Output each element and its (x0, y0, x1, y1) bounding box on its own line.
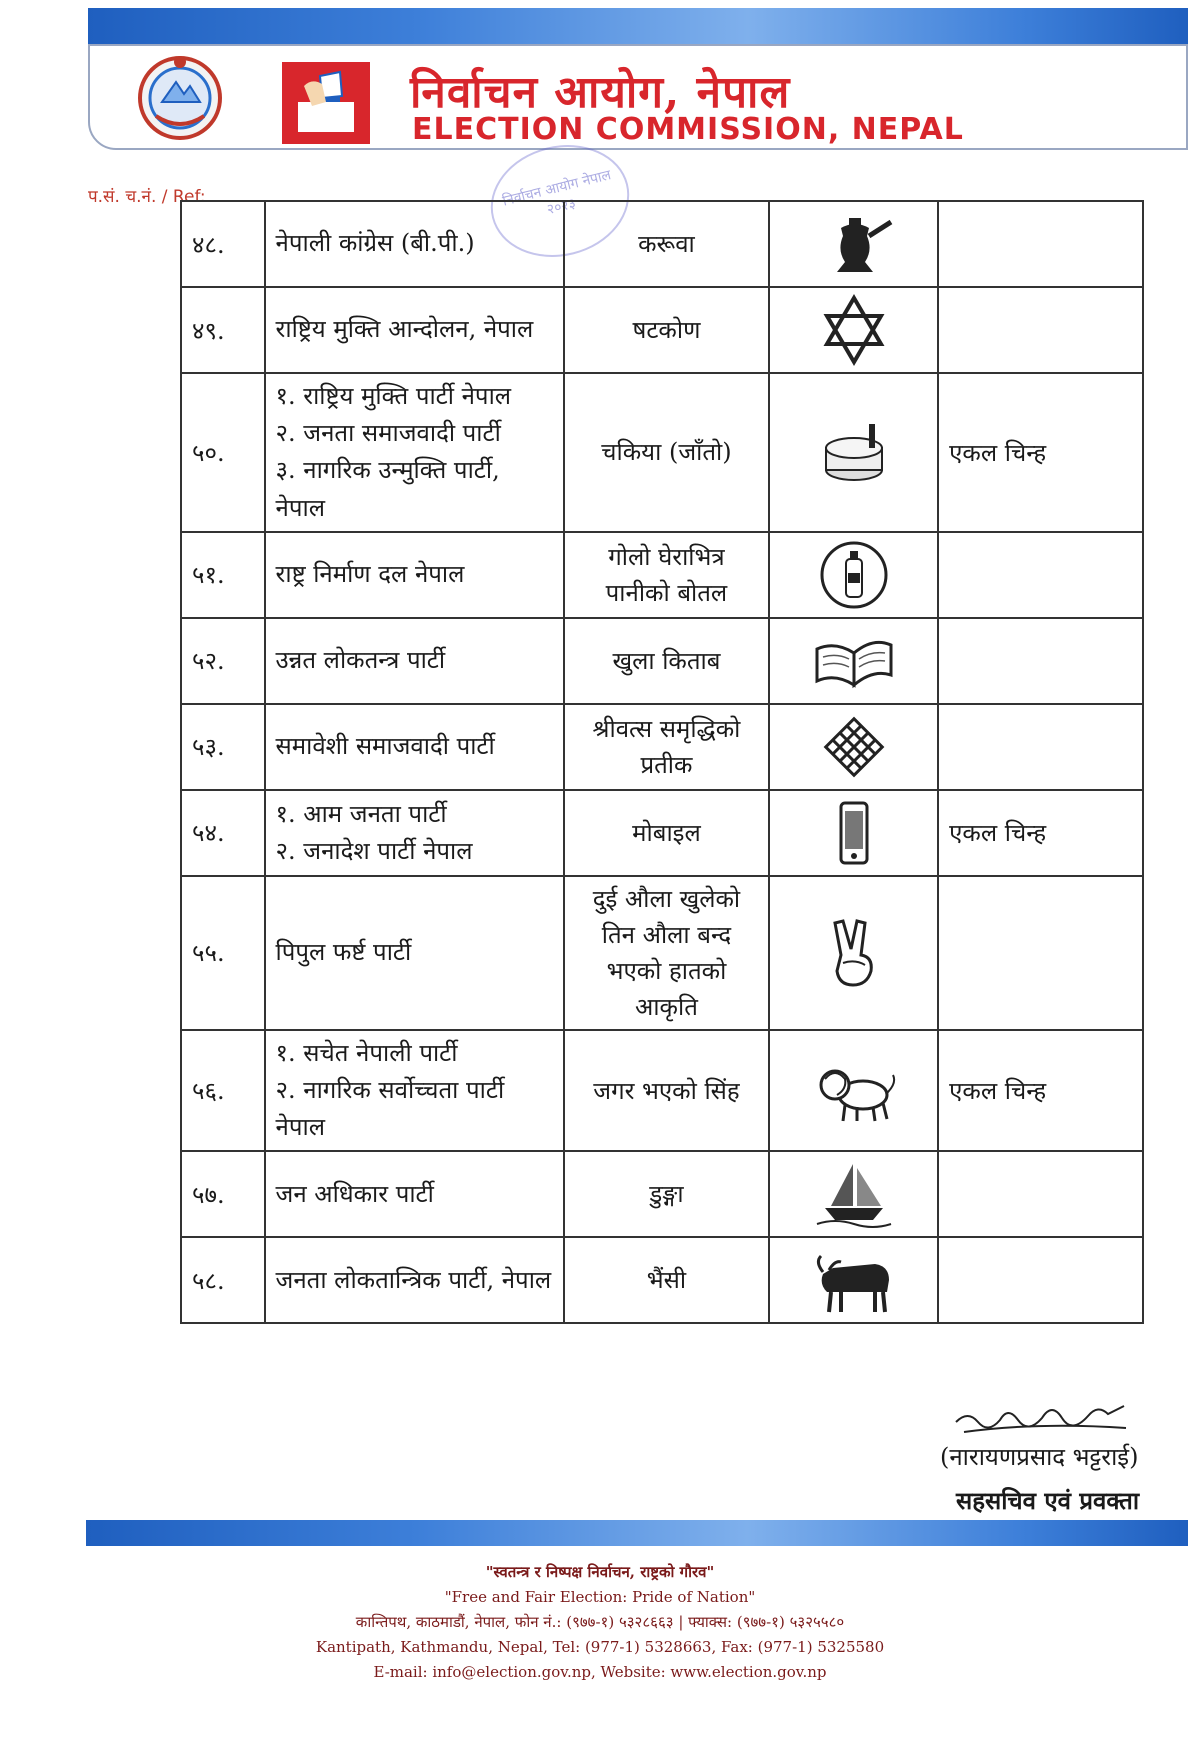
footer-band (86, 1520, 1188, 1546)
symbol-image-cell (769, 532, 938, 618)
signatory-name: (नारायणप्रसाद भट्टराई) (940, 1443, 1139, 1471)
row-number: ५६. (181, 1030, 265, 1152)
table-row (181, 704, 1143, 790)
symbol-name: भएको हातको (606, 956, 727, 985)
symbol-name-cell (564, 1151, 769, 1237)
symbol-name: मोबाइल (632, 818, 701, 847)
party-name: १. सचेत नेपाली पार्टी (275, 1038, 458, 1067)
remark-cell (938, 532, 1143, 618)
water-bottle-in-circle-icon (811, 537, 897, 613)
row-number: ४८. (181, 201, 265, 287)
row-number: ५७. (181, 1151, 265, 1237)
mobile-phone-icon (811, 795, 897, 871)
symbol-name: षटकोण (632, 316, 701, 344)
party-cell (265, 1151, 564, 1237)
party-name: जनता लोकतान्त्रिक पार्टी, नेपाल (275, 1265, 552, 1294)
water-jug-icon (811, 206, 897, 282)
row-number: ५५. (181, 876, 265, 1030)
footer-address-nepali: कान्तिपथ, काठमाडौं, नेपाल, फोन नं.: (९७७-१) ५३२८६६३ | फ्याक्स: (९७७-१) ५३२५५८० (355, 1613, 845, 1631)
remark-cell (938, 1151, 1143, 1237)
symbol-name-cell (564, 532, 769, 618)
election-commission-logo-icon (282, 62, 370, 144)
symbol-image-cell (769, 704, 938, 790)
party-symbol-table (180, 200, 1144, 1324)
symbol-name-cell (564, 1237, 769, 1323)
grinding-stone-icon (811, 414, 897, 490)
endless-knot-icon (811, 709, 897, 785)
symbol-name: चकिया (जाँतो) (601, 438, 732, 467)
symbol-name: करूवा (638, 230, 695, 258)
remark-cell: एकल चिन्ह (938, 373, 1143, 532)
victory-hand-icon (811, 915, 897, 991)
remark-cell (938, 201, 1143, 287)
row-number: ५०. (181, 373, 265, 532)
symbol-name: आकृति (635, 992, 698, 1021)
party-cell (265, 287, 564, 373)
reference-label: प.सं. च.नं. / Ref: (88, 187, 206, 207)
symbol-name-cell (564, 373, 769, 532)
symbol-name: भैंसी (646, 1266, 687, 1295)
party-name: २. जनादेश पार्टी नेपाल (275, 836, 473, 865)
party-cell (265, 373, 564, 532)
symbol-name: श्रीवत्स समृद्धिको (592, 714, 741, 743)
symbol-name: प्रतीक (640, 750, 693, 779)
symbol-name: डुङ्गा (649, 1180, 684, 1209)
remark-cell (938, 1237, 1143, 1323)
symbol-name-cell (564, 1030, 769, 1152)
row-number: ५३. (181, 704, 265, 790)
symbol-image-cell (769, 1151, 938, 1237)
symbol-image-cell (769, 287, 938, 373)
remark-cell: एकल चिन्ह (938, 1030, 1143, 1152)
party-cell (265, 704, 564, 790)
table-row (181, 1030, 1143, 1152)
table-row (181, 287, 1143, 373)
symbol-name: तिन औला बन्द (601, 920, 732, 949)
party-name: राष्ट्रिय मुक्ति आन्दोलन, नेपाल (275, 315, 534, 344)
remark-cell (938, 876, 1143, 1030)
symbol-name: जगर भएको सिंह (593, 1076, 740, 1105)
party-name: २. नागरिक सर्वोच्चता पार्टी नेपाल (275, 1075, 505, 1142)
table-row (181, 790, 1143, 876)
party-cell (265, 876, 564, 1030)
party-cell (265, 532, 564, 618)
party-name: १. आम जनता पार्टी (275, 799, 447, 828)
footer-contact: E-mail: info@election.gov.np, Website: www.election.gov.np (373, 1663, 827, 1681)
symbol-name-cell (564, 876, 769, 1030)
footer-slogan-english: "Free and Fair Election: Pride of Nation" (444, 1588, 756, 1606)
symbol-name: दुई औला खुलेको (592, 884, 741, 913)
table-row (181, 201, 1143, 287)
row-number: ५१. (181, 532, 265, 618)
table-row (181, 876, 1143, 1030)
symbol-name-cell (564, 287, 769, 373)
commission-title-english: ELECTION COMMISSION, NEPAL (412, 112, 964, 147)
symbol-image-cell (769, 790, 938, 876)
official-stamp: निर्वाचन आयोग नेपाल २०२३ (479, 131, 641, 272)
row-number: ५८. (181, 1237, 265, 1323)
symbol-image-cell (769, 1237, 938, 1323)
symbol-name-cell (564, 790, 769, 876)
symbol-image-cell (769, 201, 938, 287)
symbol-image-cell (769, 876, 938, 1030)
commission-title-nepali: निर्वाचन आयोग, नेपाल (410, 67, 791, 118)
table-row (181, 1151, 1143, 1237)
signatory-title: सहसचिव एवं प्रवक्ता (956, 1486, 1140, 1515)
party-name: राष्ट्र निर्माण दल नेपाल (275, 560, 465, 589)
buffalo-icon (811, 1242, 897, 1318)
footer (100, 1560, 1100, 1685)
symbol-name-cell (564, 201, 769, 287)
party-cell (265, 1030, 564, 1152)
row-number: ५४. (181, 790, 265, 876)
remark-cell: एकल चिन्ह (938, 790, 1143, 876)
party-name: २. जनता समाजवादी पार्टी (275, 419, 501, 448)
table-row (181, 532, 1143, 618)
hexagram-icon (811, 292, 897, 368)
party-name: पिपुल फर्ष्ट पार्टी (275, 938, 412, 967)
remark-cell (938, 618, 1143, 704)
party-cell (265, 790, 564, 876)
signature (948, 1392, 1134, 1438)
symbol-name: गोलो घेराभित्र (608, 542, 725, 571)
table-row (181, 373, 1143, 532)
symbol-image-cell (769, 1030, 938, 1152)
party-name: नेपाली कांग्रेस (बी.पी.) (275, 229, 475, 258)
table-row (181, 1237, 1143, 1323)
nepal-emblem-icon (128, 52, 232, 142)
symbol-name-cell (564, 704, 769, 790)
lion-icon (811, 1053, 897, 1129)
party-cell (265, 618, 564, 704)
sailboat-icon (811, 1156, 897, 1232)
row-number: ५२. (181, 618, 265, 704)
symbol-image-cell (769, 618, 938, 704)
symbol-image-cell (769, 373, 938, 532)
symbol-name: पानीको बोतल (605, 578, 728, 607)
table-row (181, 618, 1143, 704)
party-name: समावेशी समाजवादी पार्टी (275, 732, 495, 761)
footer-slogan-nepali: "स्वतन्त्र र निष्पक्ष निर्वाचन, राष्ट्रको गौरव" (485, 1563, 715, 1581)
remark-cell (938, 287, 1143, 373)
symbol-name: खुला किताब (612, 646, 721, 675)
footer-address-english: Kantipath, Kathmandu, Nepal, Tel: (977-1) 5328663, Fax: (977-1) 5325580 (315, 1638, 885, 1656)
party-name: १. राष्ट्रिय मुक्ति पार्टी नेपाल (275, 382, 512, 410)
party-name: उन्नत लोकतन्त्र पार्टी (275, 646, 446, 675)
symbol-name-cell (564, 618, 769, 704)
remark-cell (938, 704, 1143, 790)
party-name: जन अधिकार पार्टी (275, 1179, 434, 1208)
party-cell (265, 201, 564, 287)
party-cell (265, 1237, 564, 1323)
row-number: ४९. (181, 287, 265, 373)
open-book-icon (811, 623, 897, 699)
party-name: ३. नागरिक उन्मुक्ति पार्टी, नेपाल (275, 456, 500, 522)
